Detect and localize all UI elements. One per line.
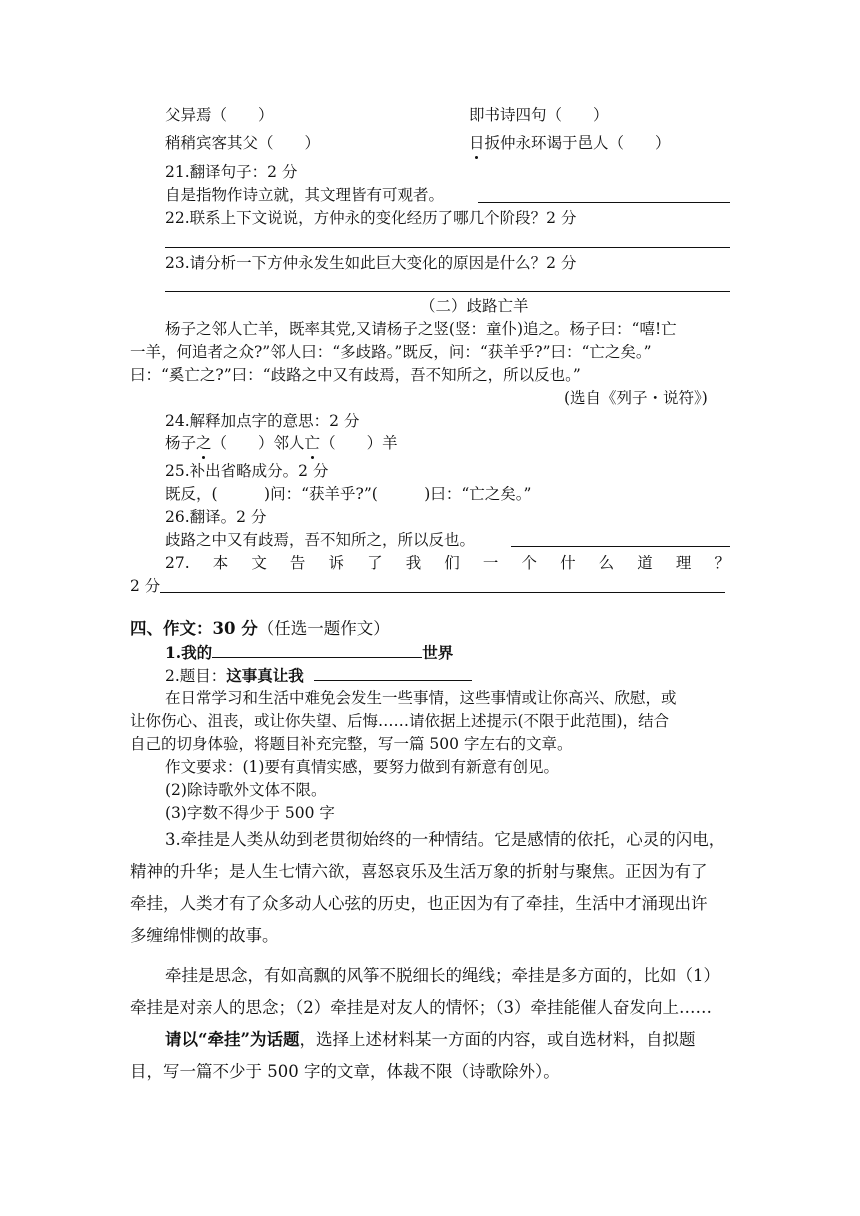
topic-3-line-1: 3.牵挂是人类从幼到老贯彻始终的一种情结。它是感情的依托，心灵的闪电， — [165, 830, 726, 849]
topic-2-blank[interactable] — [314, 665, 472, 681]
topic-1-post: 世界 — [422, 643, 454, 662]
emphasis-dot-char: 日 — [469, 134, 485, 152]
topic-2-desc-1: 在日常学习和生活中难免会发生一些事情，这些事情或让你高兴、欣慰，或 — [165, 689, 677, 707]
topic-3-line-4: 多缠绵悱恻的故事。 — [130, 926, 279, 945]
question-27-char: 我 — [405, 554, 422, 572]
topic-3-line-7-rest: ，选择上述材料某一方面的内容，或自选材料，自拟题 — [299, 1030, 696, 1049]
requirement-3: (3)字数不得少于 500 字 — [165, 804, 335, 822]
answer-line-27[interactable] — [160, 592, 725, 593]
word-item-4 — [469, 133, 671, 153]
q24-text-c: （ ）羊 — [320, 434, 398, 452]
topic-3-line-6: 牵挂是对亲人的思念；（2）牵挂是对友人的情怀；（3）牵挂能催人奋发向上…… — [130, 998, 712, 1017]
topic-1-pre: 1.我的 — [165, 643, 213, 662]
question-24-items — [165, 433, 398, 453]
topic-3-line-8: 目，写一篇不少于 500 字的文章，体裁不限（诗歌除外）。 — [130, 1062, 560, 1081]
word-item-4-text: 扳仲永环谒于邑人（ ） — [484, 134, 671, 152]
question-26-text: 歧路之中又有歧焉，吾不知所之，所以反也。 — [165, 531, 476, 549]
topic-3-line-2: 精神的升华；是人生七情六欲，喜怒哀乐及生活万象的折射与聚焦。正因为有了 — [130, 862, 708, 881]
topic-2-desc-2: 让你伤心、沮丧，或让你失望、后悔……请依据上述提示(不限于此范围)，结合 — [130, 712, 670, 730]
question-27-char: 们 — [444, 554, 460, 572]
question-27-char: 道 — [637, 554, 653, 572]
question-27-char: 么 — [598, 554, 615, 572]
section-4-title: 四、作文：30 分 — [130, 619, 258, 638]
word-item-2: 即书诗四句（ ） — [469, 106, 609, 124]
question-27-char: 27. — [165, 554, 190, 572]
word-item-3: 稍稍宾客其父（ ） — [165, 134, 321, 152]
topic-3-line-3: 牵挂，人类才有了众多动人心弦的历史，也正因为有了牵挂，生活中才涌现出许 — [130, 894, 708, 913]
question-25-text: 既反，( )问：“获羊乎?”( )曰：“亡之矣。” — [165, 485, 532, 503]
question-21-text: 自是指物作诗立就，其文理皆有可观者。 — [165, 186, 445, 204]
passage-2-line-3: 曰：“奚亡之?”曰：“歧路之中又有歧焉，吾不知所之，所以反也。” — [130, 366, 581, 384]
question-21-sentence — [165, 185, 444, 205]
topic-3-line-7 — [165, 1030, 695, 1050]
topic-2-pre: 2.题目： — [165, 667, 227, 685]
emphasis-dot-char-wang: 亡 — [304, 434, 321, 452]
q24-text-a: 杨子 — [165, 434, 197, 452]
topic-2-desc-3: 自己的切身体验，将题目补充完整，写一篇 500 字左右的文章。 — [130, 735, 573, 753]
passage-2-source: (选自《列子・说符》) — [564, 389, 708, 407]
question-27-char: 理 — [675, 554, 692, 572]
question-27-char: 一 — [482, 554, 499, 572]
topic-2-title: 这事真让我 — [226, 666, 304, 685]
question-25: 25.补出省略成分。2 分 — [165, 462, 329, 480]
answer-line-21[interactable] — [478, 202, 730, 203]
word-item-1: 父异焉（ ） — [165, 106, 274, 124]
question-27-char: 文 — [251, 554, 267, 572]
passage-2-line-2: 一羊，何追者之众?”邻人曰：“多歧路。”既反，问：“获羊乎?”曰：“亡之矣。” — [130, 343, 652, 361]
topic-2 — [165, 665, 472, 686]
emphasis-dot-char-zhi: 之 — [196, 434, 212, 452]
topic-3-line-5: 牵挂是思念，有如高飘的风筝不脱细长的绳线；牵挂是多方面的，比如（1） — [165, 966, 720, 985]
question-27-char: 本 — [212, 554, 229, 572]
question-27-char: 什 — [560, 554, 576, 572]
requirement-1: 作文要求：(1)要有真情实感，要努力做到有新意有创见。 — [165, 758, 559, 776]
topic-3-theme: 请以“牵挂”为话题 — [165, 1030, 300, 1049]
question-27-char: 诉 — [328, 554, 345, 572]
topic-1 — [165, 642, 453, 663]
q24-text-b: （ ）邻人 — [211, 434, 305, 452]
question-27-char: 个 — [521, 554, 537, 572]
question-23: 23.请分析一下方仲永发生如此巨大变化的原因是什么？2 分 — [165, 254, 577, 272]
question-21: 21.翻译句子：2 分 — [165, 163, 298, 181]
topic-1-blank[interactable] — [212, 642, 422, 658]
question-22: 22.联系上下文说说，方仲永的变化经历了哪几个阶段？2 分 — [165, 209, 577, 227]
section-4-note: （任选一题作文） — [257, 619, 390, 638]
question-27-char: 告 — [289, 554, 306, 572]
passage-2-title: （二）歧路亡羊 — [420, 297, 529, 315]
passage-2-line-1: 杨子之邻人亡羊，既率其党,又请杨子之竖(竖：童仆)追之。杨子曰：“嘻!亡 — [165, 320, 677, 338]
question-27 — [165, 553, 730, 573]
answer-line-26[interactable] — [511, 546, 730, 547]
requirement-2: (2)除诗歌外文体不限。 — [165, 781, 327, 799]
answer-line-22[interactable] — [165, 247, 730, 248]
question-27-char: ？ — [714, 554, 730, 572]
answer-line-23[interactable] — [165, 291, 730, 292]
question-26: 26.翻译。2 分 — [165, 508, 267, 526]
question-27-score: 2 分 — [130, 577, 161, 595]
section-4-heading — [130, 619, 390, 639]
question-27-char: 了 — [367, 554, 383, 572]
question-24: 24.解释加点字的意思：2 分 — [165, 412, 360, 430]
